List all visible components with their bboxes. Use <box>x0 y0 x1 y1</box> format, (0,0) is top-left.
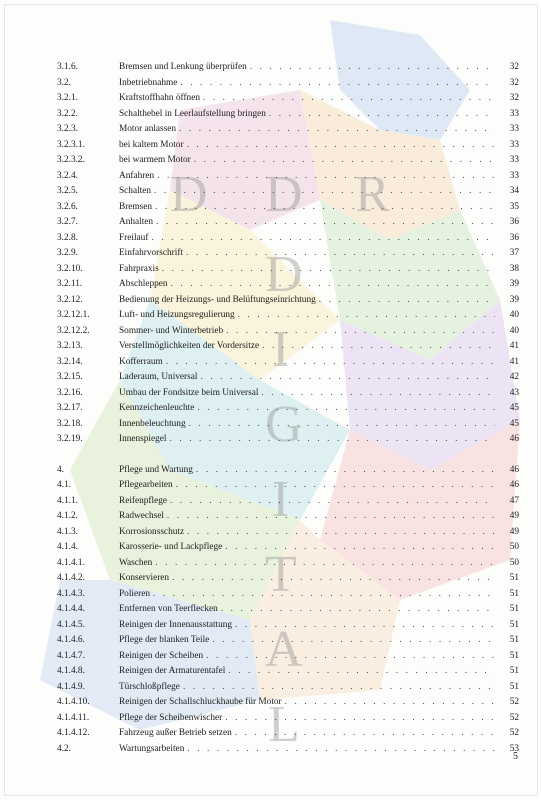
toc-entry-title-text: Schalten <box>119 186 152 196</box>
toc-entry <box>57 556 519 572</box>
toc-entry-page: 50 <box>509 542 519 552</box>
toc-entry-title <box>119 417 495 433</box>
toc-entry-number: 4.1.4.10. <box>57 697 90 707</box>
toc-entry-number: 4.1.4.1. <box>57 557 85 568</box>
toc-entry-title-text: Bremsen <box>119 201 153 212</box>
toc-entry-page: 33 <box>509 170 519 181</box>
toc-entry-page: 51 <box>509 619 519 630</box>
toc-entry <box>57 122 519 138</box>
toc-entry-number: 3.2.17. <box>57 403 83 413</box>
toc-entry-title-text: Radwechsel <box>119 511 164 521</box>
toc-entry-title-text: Anfahren <box>119 170 155 181</box>
toc-entry-title-text: Inbetriebnahme <box>119 77 178 88</box>
toc-entry-page: 33 <box>509 124 519 134</box>
toc-entry-title-text: Pflege und Wartung <box>119 464 193 475</box>
toc-entry <box>57 417 519 433</box>
toc-entry <box>57 91 519 107</box>
toc-entry-page: 40 <box>509 325 519 336</box>
watermark-letter: D <box>265 166 303 223</box>
toc-entry-title <box>119 91 495 107</box>
toc-entry-page: 53 <box>509 743 519 754</box>
toc-entry-title-text: Konservieren <box>119 573 170 583</box>
toc-entry-title-text: Reifenpflege <box>119 495 168 506</box>
toc-entry <box>57 231 519 247</box>
toc-entry-number: 4.1.4.7. <box>57 650 85 661</box>
toc-entry-title <box>119 587 495 603</box>
toc-entry <box>57 293 519 309</box>
toc-entry-title-text: Entfernen von Teerflecken <box>119 604 218 614</box>
toc-entry <box>57 277 519 293</box>
toc-entry-title-text: Einfahrvorschrift <box>119 248 184 258</box>
toc-entry-title-text: Waschen <box>119 557 153 568</box>
toc-entry-title-text: Schalthebel in Leerlaufstellung bringen <box>119 108 266 119</box>
toc-entry-page: 39 <box>509 279 519 289</box>
toc-entry-number: 3.2.12. <box>57 294 83 305</box>
toc-entry-title-text: Reinigen der Schallschluckhaube für Motor <box>119 697 282 707</box>
toc-entry-page: 51 <box>509 650 519 661</box>
toc-entry-page: 51 <box>509 635 519 645</box>
toc-entry-title <box>119 726 495 742</box>
toc-entry-page: 51 <box>509 604 519 614</box>
toc-entry-page: 34 <box>509 186 519 196</box>
toc-entry-number: 4.1.1. <box>57 495 78 506</box>
toc-entry-number: 4.1.4.4. <box>57 604 85 614</box>
toc-entry <box>57 401 519 417</box>
toc-entry-page: 33 <box>509 139 519 150</box>
toc-entry-title <box>119 324 495 340</box>
toc-entry-number: 3.2.12.2. <box>57 325 90 336</box>
toc-entry-number: 3.2.1. <box>57 93 78 103</box>
toc-entry-number: 3.2.14. <box>57 356 83 367</box>
toc-entry-page: 36 <box>509 217 519 227</box>
toc-entry-title <box>119 231 495 247</box>
watermark-letter: G <box>265 396 303 453</box>
toc-entry-title <box>119 262 495 278</box>
toc-entry-number: 3.1.6. <box>57 62 78 72</box>
toc-entry-title <box>119 633 495 649</box>
toc-entry-page: 52 <box>509 697 519 707</box>
toc-entry-title-text: Umbau der Fondsitze beim Universal <box>119 387 259 398</box>
toc-entry-number: 4.1.4.3. <box>57 588 85 599</box>
toc-entry-title-text: Abschleppen <box>119 279 168 289</box>
toc-entry-page: 42 <box>509 372 519 382</box>
toc-entry <box>57 432 519 448</box>
toc-entry-title <box>119 540 495 556</box>
toc-entry-number: 3.2.19. <box>57 434 83 444</box>
toc-entry-page: 37 <box>509 248 519 258</box>
toc-entry-page: 45 <box>509 418 519 429</box>
toc-entry-page: 47 <box>509 495 519 506</box>
toc-entry-title <box>119 509 495 525</box>
watermark-letter: T <box>265 546 297 603</box>
toc-entry-title <box>119 169 495 185</box>
toc-entry-title-text: Korrosionsschutz <box>119 526 185 537</box>
toc-entry-title-text: Bremsen und Lenkung überprüfen <box>119 62 247 72</box>
toc-entry-title <box>119 107 495 123</box>
toc-entry <box>57 649 519 665</box>
toc-entry-page: 41 <box>509 341 519 351</box>
toc-entry <box>57 664 519 680</box>
toc-entry-page: 49 <box>509 526 519 537</box>
toc-entry-number: 4.1.4.11. <box>57 712 90 723</box>
toc-entry <box>57 169 519 185</box>
toc-entry-number: 3.2.3. <box>57 124 78 134</box>
page-number: 5 <box>513 751 518 762</box>
table-of-contents <box>57 60 519 757</box>
toc-entry-title-text: Freilauf <box>119 232 149 243</box>
toc-entry-title-text: Kraftstoffhahn öffnen <box>119 93 200 103</box>
toc-entry <box>57 633 519 649</box>
toc-entry <box>57 386 519 402</box>
toc-entry <box>57 494 519 510</box>
toc-entry <box>57 587 519 603</box>
toc-entry-number: 3.2.7. <box>57 217 78 227</box>
toc-entry <box>57 107 519 123</box>
toc-entry-title-text: bei warmem Motor <box>119 155 191 165</box>
toc-entry-title <box>119 200 495 216</box>
toc-entry-title <box>119 339 495 355</box>
toc-entry-title <box>119 742 495 758</box>
toc-entry-number: 3.2.3.2. <box>57 155 85 165</box>
toc-entry-title-text: Wartungsarbeiten <box>119 743 185 754</box>
toc-entry-number: 3.2.11. <box>57 279 83 289</box>
toc-entry <box>57 742 519 758</box>
watermark-letter: A <box>265 621 303 678</box>
toc-entry-page: 52 <box>509 712 519 723</box>
toc-entry-number: 3.2.2. <box>57 108 78 119</box>
toc-entry-title <box>119 463 495 479</box>
toc-entry-number: 3.2.9. <box>57 248 78 258</box>
toc-spacer <box>57 448 519 463</box>
toc-entry <box>57 215 519 231</box>
toc-entry-page: 35 <box>509 201 519 212</box>
toc-entry <box>57 726 519 742</box>
toc-entry-title <box>119 184 495 200</box>
toc-entry <box>57 478 519 494</box>
toc-entry-title <box>119 680 495 696</box>
toc-entry <box>57 571 519 587</box>
toc-entry-page: 51 <box>509 666 519 676</box>
toc-entry-title <box>119 525 495 541</box>
toc-entry-page: 41 <box>509 356 519 367</box>
toc-entry-page: 46 <box>509 434 519 444</box>
toc-entry-title-text: Laderaum, Universal <box>119 372 198 382</box>
toc-entry-page: 51 <box>509 681 519 692</box>
toc-entry-title <box>119 432 495 448</box>
toc-entry-number: 3.2.18. <box>57 418 83 429</box>
toc-entry-number: 3.2.15. <box>57 372 83 382</box>
toc-entry-number: 3.2.4. <box>57 170 78 181</box>
toc-entry <box>57 324 519 340</box>
toc-entry-title <box>119 308 495 324</box>
toc-entry-title <box>119 355 495 371</box>
toc-section-4 <box>57 463 519 758</box>
toc-entry-number: 4.1.4.8. <box>57 666 85 676</box>
toc-entry-number: 3.2.3.1. <box>57 139 85 150</box>
toc-entry-number: 4.1.4.9. <box>57 681 85 692</box>
toc-entry-title <box>119 711 495 727</box>
toc-entry-page: 51 <box>509 588 519 599</box>
toc-entry-page: 38 <box>509 263 519 274</box>
toc-entry <box>57 463 519 479</box>
toc-entry-title <box>119 664 495 680</box>
toc-entry-title-text: Türschloßpflege <box>119 681 180 692</box>
toc-entry-title-text: Bedienung der Heizungs- und Belüftungseinrichtung <box>119 294 316 305</box>
toc-entry-title-text: Pflege der Scheibenwischer <box>119 712 223 723</box>
toc-entry-title <box>119 556 495 572</box>
watermark-letter: I <box>272 321 290 378</box>
toc-entry-page: 40 <box>509 310 519 320</box>
toc-entry-page: 36 <box>509 232 519 243</box>
toc-entry-title <box>119 122 495 138</box>
toc-entry-title <box>119 153 495 169</box>
toc-entry-title <box>119 618 495 634</box>
toc-entry-title <box>119 386 495 402</box>
toc-entry-title-text: Innenspiegel <box>119 434 167 444</box>
toc-entry-number: 3.2.5. <box>57 186 78 196</box>
toc-entry-title <box>119 60 495 76</box>
toc-entry-title-text: Pflege der blanken Teile <box>119 635 210 645</box>
toc-entry <box>57 602 519 618</box>
toc-entry-title <box>119 478 495 494</box>
toc-entry-number: 3.2.6. <box>57 201 78 212</box>
toc-entry-number: 4.1.4. <box>57 542 78 552</box>
toc-entry-title-text: Sommer- und Winterbetrieb <box>119 325 224 336</box>
toc-entry-title <box>119 215 495 231</box>
toc-entry-number: 4.1.4.2. <box>57 573 85 583</box>
toc-entry-number: 4.1.2. <box>57 511 78 521</box>
toc-entry-number: 3.2.13. <box>57 341 83 351</box>
toc-entry-page: 43 <box>509 387 519 398</box>
toc-entry <box>57 525 519 541</box>
toc-entry <box>57 695 519 711</box>
toc-entry-page: 32 <box>509 93 519 103</box>
toc-entry-title-text: Fahrpraxis <box>119 263 159 274</box>
toc-entry-number: 4.2. <box>57 743 71 754</box>
toc-entry-title-text: Reinigen der Armaturentafel <box>119 666 226 676</box>
toc-entry-title-text: Kennzeichenleuchte <box>119 403 195 413</box>
toc-entry-title-text: Luft- und Heizungsregulierung <box>119 310 235 320</box>
toc-entry <box>57 138 519 154</box>
toc-entry-title <box>119 494 495 510</box>
watermark-letter: L <box>268 696 300 753</box>
toc-entry-page: 46 <box>509 480 519 490</box>
toc-entry-number: 3.2.8. <box>57 232 78 243</box>
toc-entry-page: 33 <box>509 155 519 165</box>
toc-entry <box>57 308 519 324</box>
watermark-letter: D <box>170 166 208 223</box>
toc-entry-number: 3.2.12.1. <box>57 310 90 320</box>
toc-entry-title <box>119 246 495 262</box>
toc-entry <box>57 618 519 634</box>
toc-entry-page: 39 <box>509 294 519 305</box>
toc-entry-page: 33 <box>509 108 519 119</box>
toc-entry-page: 32 <box>509 62 519 72</box>
toc-entry <box>57 370 519 386</box>
toc-entry-page: 45 <box>509 403 519 413</box>
toc-entry-title-text: Karosserie- und Lackpflege <box>119 542 223 552</box>
toc-entry-number: 3.2.10. <box>57 263 83 274</box>
toc-entry-page: 52 <box>509 728 519 738</box>
toc-entry-title-text: Verstellmöglichkeiten der Vordersitze <box>119 341 260 351</box>
toc-entry-title-text: Fahrzeug außer Betrieb setzen <box>119 728 232 738</box>
toc-entry-title-text: Motor anlassen <box>119 124 177 134</box>
toc-entry-title <box>119 76 495 92</box>
watermark-letter: D <box>265 246 303 303</box>
toc-entry-title-text: Pflegearbeiten <box>119 480 173 490</box>
toc-entry-number: 4.1. <box>57 480 71 490</box>
toc-entry-title <box>119 401 495 417</box>
toc-entry-title <box>119 293 495 309</box>
toc-entry <box>57 200 519 216</box>
toc-entry-page: 51 <box>509 573 519 583</box>
toc-entry <box>57 153 519 169</box>
toc-entry <box>57 711 519 727</box>
toc-entry-title-text: Reinigen der Innenausstattung <box>119 619 233 630</box>
toc-entry <box>57 262 519 278</box>
toc-entry <box>57 680 519 696</box>
toc-entry <box>57 540 519 556</box>
toc-entry-page: 50 <box>509 557 519 568</box>
toc-entry-number: 4.1.3. <box>57 526 78 537</box>
toc-entry <box>57 60 519 76</box>
toc-entry-title <box>119 138 495 154</box>
toc-entry-title <box>119 370 495 386</box>
toc-entry-title <box>119 602 495 618</box>
toc-entry-title-text: Innenbeleuchtung <box>119 418 186 429</box>
watermark-letter: R <box>355 166 390 223</box>
toc-entry-title <box>119 649 495 665</box>
toc-section-3 <box>57 60 519 448</box>
toc-entry <box>57 509 519 525</box>
toc-entry-page: 46 <box>509 464 519 475</box>
toc-entry-number: 4.1.4.6. <box>57 635 85 645</box>
toc-entry-number: 4.1.4.5. <box>57 619 85 630</box>
toc-entry <box>57 184 519 200</box>
toc-entry-number: 3.2.16. <box>57 387 83 398</box>
toc-entry <box>57 76 519 92</box>
toc-entry-title <box>119 695 495 711</box>
toc-entry-title-text: Polieren <box>119 588 150 599</box>
toc-entry <box>57 355 519 371</box>
toc-entry-title <box>119 277 495 293</box>
toc-entry <box>57 339 519 355</box>
toc-entry-number: 4.1.4.12. <box>57 728 90 738</box>
toc-entry-title-text: Kofferraum <box>119 356 163 367</box>
toc-entry-number: 3.2. <box>57 77 71 88</box>
toc-entry-number: 4. <box>57 464 64 475</box>
toc-entry-title-text: Anhalten <box>119 217 154 227</box>
toc-entry-title <box>119 571 495 587</box>
toc-entry-page: 32 <box>509 77 519 88</box>
toc-entry-page: 49 <box>509 511 519 521</box>
toc-entry-title-text: Reinigen der Scheiben <box>119 650 204 661</box>
watermark-letter: I <box>272 471 290 528</box>
toc-entry-title-text: bei kaltem Motor <box>119 139 184 150</box>
toc-entry <box>57 246 519 262</box>
